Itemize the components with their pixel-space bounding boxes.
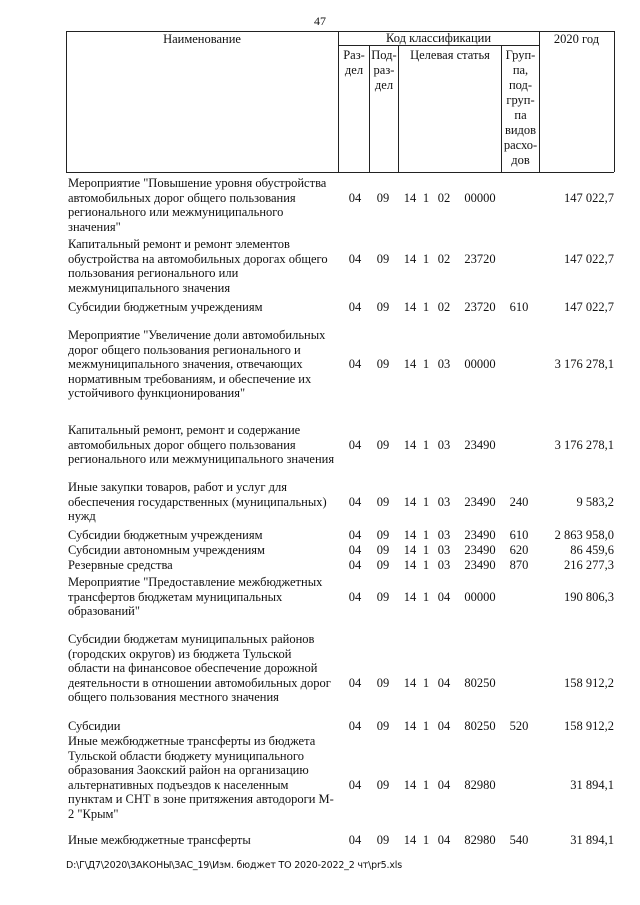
cell-c1: 14 [403,833,417,847]
cell-sum: 2 863 958,0 [554,528,614,542]
row-name-line: Резервные средства [68,558,173,572]
row-name-line: деятельности в отношении автомобильных дорог [68,675,331,690]
cell-pr: 09 [376,833,390,847]
cell-c3: 04 [437,675,451,690]
header-year: 2020 год [553,32,600,46]
row-name-line: обустройства на автомобильных дорогах общего [68,251,328,266]
row-name [68,480,350,524]
row-name-line: межмуниципального значения [68,280,231,295]
cell-sum: 3 176 278,1 [554,437,614,452]
cell-c2: 1 [422,719,430,733]
header-podrazdel: Под- раз- дел [371,48,397,92]
cell-sum: 158 912,2 [564,719,614,733]
cell-c2: 1 [422,437,430,452]
row-name-line: трансфертов бюджетам муниципальных [68,589,283,604]
row-name-line: регионального или межмуниципального [68,205,284,219]
cell-c2: 1 [422,777,430,792]
cell-c2: 1 [422,190,430,205]
cell-sum: 3 176 278,1 [554,357,614,371]
row-name-line: дорог общего пользования регионального и [68,342,301,357]
cell-sum: 147 022,7 [564,190,614,205]
row-name-line: Капитальный ремонт и ремонт элементов [68,237,290,251]
cell-rz: 04 [348,777,362,792]
row-name [68,543,350,558]
cell-c2: 1 [422,300,430,314]
cell-rz: 04 [348,357,362,371]
cell-pr: 09 [376,528,390,542]
row-name-line: Субсидии автономным учреждениям [68,543,265,557]
header-right-border [614,31,615,172]
cell-rz: 04 [348,675,362,690]
cell-c1: 14 [403,251,417,266]
cell-c3: 02 [437,300,451,314]
cell-c1: 14 [403,437,417,452]
cell-vr: 520 [509,719,529,733]
cell-pr: 09 [376,357,390,371]
row-name-line: (городских округов) из бюджета Тульской [68,646,292,661]
row-name [68,237,350,295]
cell-vr: 610 [509,528,529,542]
cell-c1: 14 [403,494,417,509]
cell-sum: 147 022,7 [564,300,614,314]
cell-c4: 23490 [464,437,496,452]
row-name [68,632,350,705]
cell-c4: 80250 [464,719,496,733]
row-name [68,575,350,619]
cell-pr: 09 [376,589,390,604]
cell-pr: 09 [376,719,390,733]
row-name [68,423,350,467]
cell-c2: 1 [422,833,430,847]
cell-c2: 1 [422,251,430,266]
cell-c4: 23720 [464,251,496,266]
cell-rz: 04 [348,543,362,557]
cell-c4: 23490 [464,494,496,509]
cell-rz: 04 [348,437,362,452]
cell-c1: 14 [403,528,417,542]
cell-pr: 09 [376,190,390,205]
row-name-line: Субсидии [68,719,121,733]
cell-c1: 14 [403,589,417,604]
cell-sum: 9 583,2 [576,494,614,509]
row-name-line: общего пользования местного значения [68,690,279,704]
row-name-line: Иные закупки товаров, работ и услуг для [68,480,288,494]
cell-sum: 86 459,6 [570,543,614,557]
cell-c3: 04 [437,719,451,733]
cell-c2: 1 [422,543,430,557]
row-name-line: области на финансовое обеспечение дорожной [68,661,318,675]
cell-c4: 00000 [464,190,496,205]
row-name-line: 2 "Крым" [68,806,119,821]
row-name [68,528,350,543]
row-name [68,328,350,401]
cell-c4: 82980 [464,833,496,847]
cell-c4: 82980 [464,777,496,792]
row-name-line: образования Заокский район на организацию [68,763,309,777]
cell-c1: 14 [403,719,417,733]
page-number: 47 [314,14,326,28]
row-name-line: Иные межбюджетные трансферты из бюджета [68,734,316,748]
row-name [68,558,350,573]
cell-c3: 02 [437,251,451,266]
file-path-footer: D:\Г\Д7\2020\ЗАКОНЫ\ЗАС_19\Изм. бюджет ТО 2020-2022_2 чт\pr5.xls [66,860,402,871]
cell-rz: 04 [348,589,362,604]
row-name-line: обеспечения государственных (муниципальных) [68,494,327,509]
header-code: Код классификации [385,31,492,45]
cell-rz: 04 [348,719,362,733]
cell-rz: 04 [348,190,362,205]
cell-c3: 03 [437,558,451,572]
cell-c2: 1 [422,494,430,509]
cell-sum: 31 894,1 [570,833,614,847]
cell-sum: 158 912,2 [564,675,614,690]
cell-c2: 1 [422,558,430,572]
cell-pr: 09 [376,437,390,452]
cell-sum: 147 022,7 [564,251,614,266]
cell-c2: 1 [422,589,430,604]
row-name-line: Мероприятие "Увеличение доли автомобильных [68,328,326,342]
row-name-line: устойчивого функционирования" [68,386,246,400]
row-name [68,300,350,315]
cell-c1: 14 [403,558,417,572]
header-divider-pr [398,45,399,172]
cell-c3: 03 [437,437,451,452]
cell-c3: 03 [437,528,451,542]
cell-c1: 14 [403,777,417,792]
cell-c4: 23490 [464,558,496,572]
row-name-line: образований" [68,604,140,618]
header-left-border [66,31,67,172]
row-name-line: Мероприятие "Повышение уровня обустройства [68,176,327,190]
row-name-line: значения" [68,219,121,234]
cell-c3: 04 [437,777,451,792]
cell-rz: 04 [348,494,362,509]
cell-c3: 03 [437,543,451,557]
cell-c1: 14 [403,543,417,557]
row-name-line: автомобильных дорог общего пользования [68,437,296,452]
cell-c4: 00000 [464,589,496,604]
cell-rz: 04 [348,251,362,266]
row-name-line: Субсидии бюджетам муниципальных районов [68,632,315,646]
row-name [68,719,350,734]
cell-c4: 00000 [464,357,496,371]
header-name: Наименование [163,32,241,46]
cell-sum: 216 277,3 [564,558,614,572]
cell-c3: 02 [437,190,451,205]
cell-pr: 09 [376,558,390,572]
cell-pr: 09 [376,300,390,314]
cell-c3: 03 [437,357,451,371]
cell-c4: 23490 [464,543,496,557]
cell-c4: 80250 [464,675,496,690]
row-name-line: нормативным требованиям, и обеспечение их [68,371,312,386]
row-name [68,176,350,234]
header-bottom-border [66,172,614,173]
row-name [68,833,350,848]
row-name-line: Субсидии бюджетным учреждениям [68,528,263,542]
row-name-line: Капитальный ремонт, ремонт и содержание [68,423,301,437]
cell-c3: 04 [437,589,451,604]
cell-vr: 620 [509,543,529,557]
cell-c3: 03 [437,494,451,509]
cell-c4: 23490 [464,528,496,542]
cell-c1: 14 [403,675,417,690]
header-divider-year [539,31,540,172]
cell-c1: 14 [403,300,417,314]
cell-vr: 870 [509,558,529,572]
row-name [68,734,350,821]
cell-c2: 1 [422,675,430,690]
cell-c3: 04 [437,833,451,847]
cell-vr: 610 [509,300,529,314]
cell-c2: 1 [422,357,430,371]
cell-vr: 540 [509,833,529,847]
row-name-line: межмуниципального значения, отвечающих [68,357,303,371]
cell-pr: 09 [376,543,390,557]
cell-pr: 09 [376,494,390,509]
row-name-line: альтернативных подъездов к населенным [68,777,289,792]
cell-pr: 09 [376,675,390,690]
cell-c2: 1 [422,528,430,542]
cell-rz: 04 [348,833,362,847]
cell-sum: 190 806,3 [564,589,614,604]
cell-pr: 09 [376,251,390,266]
header-razdel: Раз- дел [343,48,365,77]
cell-rz: 04 [348,528,362,542]
row-name-line: пользования регионального или [68,266,239,280]
row-name-line: Тульской области бюджету муниципального [68,748,304,763]
cell-pr: 09 [376,777,390,792]
cell-vr: 240 [509,494,529,509]
cell-rz: 04 [348,558,362,572]
row-name-line: Иные межбюджетные трансферты [68,833,251,847]
row-name-line: автомобильных дорог общего пользования [68,190,296,205]
cell-c1: 14 [403,190,417,205]
row-name-line: Мероприятие "Предоставление межбюджетных [68,575,323,589]
cell-sum: 31 894,1 [570,777,614,792]
row-name-line: Субсидии бюджетным учреждениям [68,300,263,314]
row-name-line: регионального или межмуниципального значения [68,452,335,466]
header-target: Целевая статья [410,48,490,62]
cell-c1: 14 [403,357,417,371]
header-group: Груп- па, под- груп- па видов расхо- дов [503,48,538,167]
cell-c4: 23720 [464,300,496,314]
row-name-line: пунктам и СНТ в зоне притяжения автодороги М- [68,792,334,806]
row-name-line: нужд [68,509,96,523]
cell-rz: 04 [348,300,362,314]
